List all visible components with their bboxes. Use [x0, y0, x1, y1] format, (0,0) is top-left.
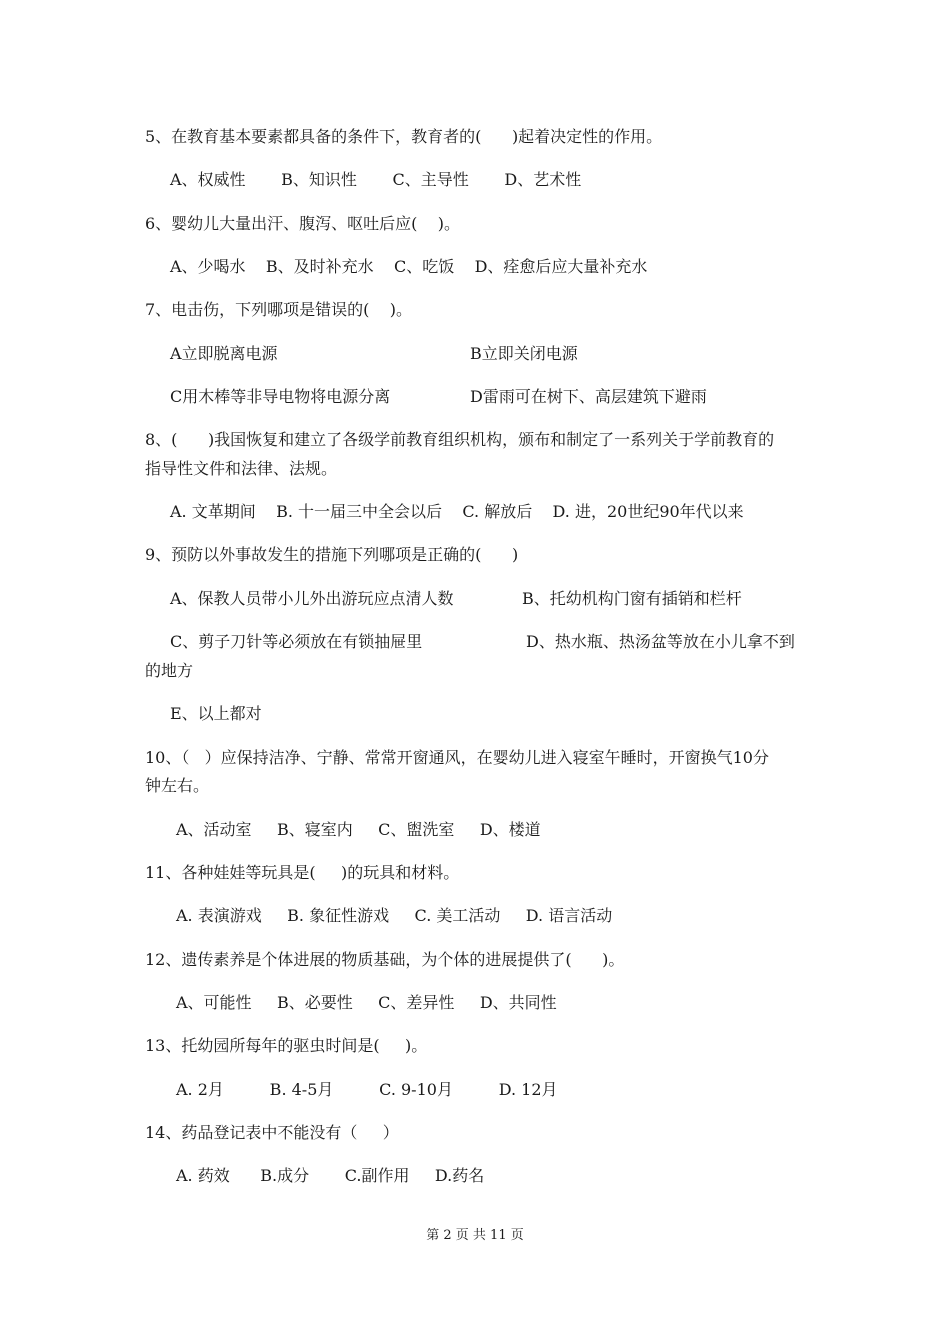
question-9-stem: 9、预防以外事故发生的措施下列哪项是正确的( )	[145, 545, 519, 564]
question-11-options: A. 表演游戏 B. 象征性游戏 C. 美工活动 D. 语言活动	[176, 906, 613, 925]
question-14-options: A. 药效 B.成分 C.副作用 D.药名	[176, 1166, 485, 1185]
question-7-option-a: A立即脱离电源	[170, 344, 278, 363]
question-6-stem: 6、婴幼儿大量出汗、腹泻、呕吐后应( )。	[145, 214, 461, 233]
question-13-options: A. 2月 B. 4-5月 C. 9-10月 D. 12月	[176, 1080, 558, 1099]
question-8-options: A. 文革期间 B. 十一届三中全会以后 C. 解放后 D. 进，20世纪90年代以来	[170, 502, 744, 521]
question-9-option-d-continued: 的地方	[145, 661, 194, 680]
question-12-stem: 12、遗传素养是个体进展的物质基础，为个体的进展提供了( )。	[145, 950, 625, 969]
question-9-option-a: A、保教人员带小儿外出游玩应点清人数	[170, 589, 454, 608]
page-footer: 第 2 页 共 11 页	[426, 1228, 524, 1243]
question-7-stem: 7、电击伤，下列哪项是错误的( )。	[145, 300, 413, 319]
question-7-option-d: D雷雨可在树下、高层建筑下避雨	[470, 387, 707, 406]
question-7-option-b: B立即关闭电源	[470, 344, 578, 363]
question-14-stem: 14、药品登记表中不能没有（ ）	[145, 1123, 399, 1142]
question-8-stem-line-2: 指导性文件和法律、法规。	[145, 459, 338, 478]
question-9-option-d: D、热水瓶、热汤盆等放在小儿拿不到	[526, 632, 795, 651]
question-9-option-e: E、以上都对	[170, 704, 262, 723]
question-5-options: A、权威性 B、知识性 C、主导性 D、艺术性	[170, 170, 582, 189]
question-9-option-c: C、剪子刀针等必须放在有锁抽屉里	[170, 632, 423, 651]
question-12-options: A、可能性 B、必要性 C、差异性 D、共同性	[176, 993, 557, 1012]
question-9-option-b: B、托幼机构门窗有插销和栏杆	[522, 589, 742, 608]
question-5-stem: 5、在教育基本要素都具备的条件下，教育者的( )起着决定性的作用。	[145, 127, 663, 146]
question-10-options: A、活动室 B、寝室内 C、盥洗室 D、楼道	[176, 820, 541, 839]
question-11-stem: 11、各种娃娃等玩具是( )的玩具和材料。	[145, 863, 460, 882]
question-13-stem: 13、托幼园所每年的驱虫时间是( )。	[145, 1036, 428, 1055]
question-6-options: A、少喝水 B、及时补充水 C、吃饭 D、痊愈后应大量补充水	[170, 257, 648, 276]
question-8-stem-line-1: 8、( )我国恢复和建立了各级学前教育组织机构，颁布和制定了一系列关于学前教育的	[145, 430, 775, 449]
question-7-option-c: C用木棒等非导电物将电源分离	[170, 387, 391, 406]
question-10-stem-line-1: 10、（ ）应保持洁净、宁静、常常开窗通风，在婴幼儿进入寝室午睡时，开窗换气10分	[145, 748, 769, 767]
question-10-stem-line-2: 钟左右。	[145, 776, 210, 795]
